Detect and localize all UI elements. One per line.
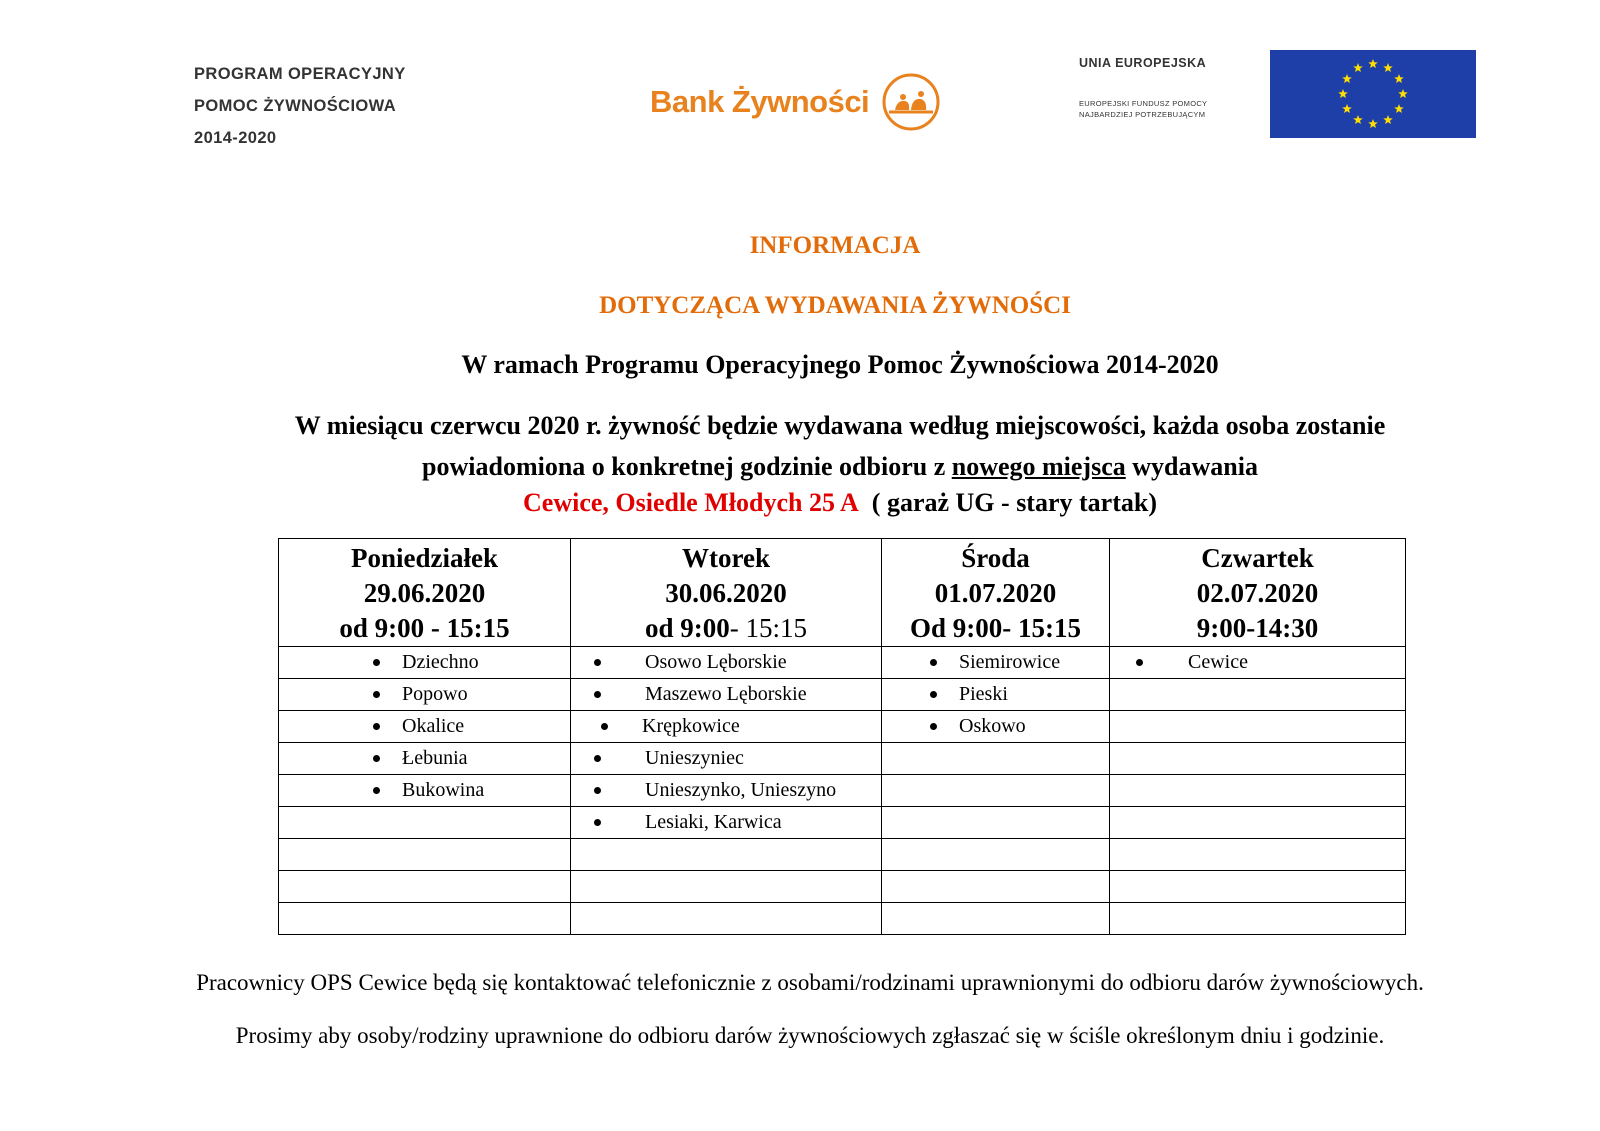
bullet-icon xyxy=(594,787,601,794)
schedule-header-row xyxy=(279,539,1406,647)
table-cell xyxy=(1110,711,1406,743)
table-cell xyxy=(279,647,571,679)
intro-line-2-pre: powiadomiona o konkretnej godzinie odbioru z xyxy=(422,452,952,481)
location-item xyxy=(882,647,1109,678)
bullet-icon xyxy=(373,755,380,762)
day-hours-bold: od 9:00 xyxy=(644,613,730,643)
intro-line-2-post: wydawania xyxy=(1125,452,1258,481)
table-cell xyxy=(571,807,882,839)
address-place: Cewice, Osiedle Młodych 25 A xyxy=(523,488,859,517)
table-row xyxy=(279,807,1406,839)
table-cell xyxy=(882,711,1110,743)
table-row xyxy=(279,711,1406,743)
location-name: Okalice xyxy=(402,715,465,737)
eu-flag-icon xyxy=(1270,50,1476,138)
location-name: Siemirowice xyxy=(959,651,1061,673)
program-logo xyxy=(194,58,406,154)
day-name: Czwartek xyxy=(1201,543,1314,573)
eu-label xyxy=(1079,56,1207,120)
address-note: ( garaż UG - stary tartak) xyxy=(871,488,1157,517)
day-hours-normal: - 15:15 xyxy=(729,613,807,643)
location-name: Cewice xyxy=(1188,651,1248,673)
table-cell xyxy=(279,775,571,807)
location-name: Krępkowice xyxy=(642,715,740,737)
location-item xyxy=(279,647,570,678)
location-name: Pieski xyxy=(959,683,1008,705)
location-item xyxy=(279,775,570,806)
table-cell xyxy=(279,871,571,903)
day-header xyxy=(882,539,1110,647)
table-cell xyxy=(1110,679,1406,711)
location-name: Lesiaki, Karwica xyxy=(645,811,782,833)
eu-title: UNIA EUROPEJSKA xyxy=(1079,56,1207,70)
bullet-icon xyxy=(930,659,937,666)
location-item xyxy=(1110,647,1405,678)
table-cell xyxy=(1110,807,1406,839)
table-cell xyxy=(882,839,1110,871)
location-item xyxy=(571,743,881,774)
table-cell xyxy=(1110,647,1406,679)
table-cell xyxy=(279,679,571,711)
table-row xyxy=(279,839,1406,871)
table-row xyxy=(279,775,1406,807)
location-name: Maszewo Lęborskie xyxy=(645,683,807,705)
bullet-icon xyxy=(1136,659,1143,666)
day-hours xyxy=(279,611,570,646)
table-cell xyxy=(571,647,882,679)
day-header xyxy=(279,539,571,647)
page-title: INFORMACJA xyxy=(749,232,921,259)
bullet-icon xyxy=(594,755,601,762)
bullet-icon xyxy=(373,659,380,666)
location-name: Oskowo xyxy=(959,715,1026,737)
day-date: 30.06.2020 xyxy=(665,578,787,608)
intro-line-2 xyxy=(150,446,1530,487)
intro-text xyxy=(150,405,1530,487)
table-cell xyxy=(571,839,882,871)
table-row xyxy=(279,903,1406,935)
table-cell xyxy=(1110,871,1406,903)
table-cell xyxy=(279,743,571,775)
intro-line-1: W miesiącu czerwcu 2020 r. żywność będzie wydawana według miejscowości, każda osoba zostanie xyxy=(294,411,1386,440)
footer-line-1: Pracownicy OPS Cewice będą się kontaktować telefonicznie z osobami/rodzinami uprawnionymi do odbioru darów żywnościowych. xyxy=(196,970,1424,995)
location-item xyxy=(279,711,570,742)
table-cell xyxy=(882,807,1110,839)
table-cell xyxy=(882,743,1110,775)
location-name: Unieszynko, Unieszyno xyxy=(645,779,837,801)
bullet-icon xyxy=(930,691,937,698)
schedule-table xyxy=(278,538,1406,935)
bullet-icon xyxy=(601,723,608,730)
day-hours-bold: Od 9:00- 15:15 xyxy=(910,613,1081,643)
day-hours-bold: 9:00-14:30 xyxy=(1196,613,1319,643)
program-logo-line: PROGRAM OPERACYJNY xyxy=(194,65,406,83)
bullet-icon xyxy=(594,659,601,666)
bank-logo-icon xyxy=(881,72,941,132)
bullet-icon xyxy=(373,787,380,794)
day-header xyxy=(571,539,882,647)
location-name: Bukowina xyxy=(402,779,485,801)
table-cell xyxy=(571,871,882,903)
table-cell xyxy=(1110,775,1406,807)
location-name: Dziechno xyxy=(402,651,479,673)
table-cell xyxy=(882,679,1110,711)
footer-line-2: Prosimy aby osoby/rodziny uprawnione do odbioru darów żywnościowych zgłaszać się w ściśle określonym dniu i godzinie. xyxy=(235,1023,1385,1048)
table-cell xyxy=(279,807,571,839)
program-logo-line: POMOC ŻYWNOŚCIOWA xyxy=(194,97,397,115)
table-cell xyxy=(571,711,882,743)
day-name: Poniedziałek xyxy=(351,543,498,573)
location-item xyxy=(882,679,1109,710)
schedule-body xyxy=(279,647,1406,935)
table-row xyxy=(279,871,1406,903)
day-hours xyxy=(1110,611,1405,646)
table-cell xyxy=(1110,839,1406,871)
table-cell xyxy=(279,903,571,935)
table-cell xyxy=(882,775,1110,807)
day-header xyxy=(1110,539,1406,647)
intro-underlined: nowego miejsca xyxy=(951,452,1126,481)
table-cell xyxy=(571,903,882,935)
location-item xyxy=(279,743,570,774)
bullet-icon xyxy=(930,723,937,730)
location-name: Osowo Lęborskie xyxy=(645,651,787,673)
bank-zywnosci-logo xyxy=(650,72,941,132)
bullet-icon xyxy=(594,691,601,698)
location-item xyxy=(571,647,881,678)
table-row xyxy=(279,647,1406,679)
location-item xyxy=(882,711,1109,742)
bullet-icon xyxy=(373,691,380,698)
table-cell xyxy=(571,679,882,711)
pickup-address xyxy=(0,488,1600,518)
table-cell xyxy=(1110,903,1406,935)
table-row xyxy=(279,679,1406,711)
day-name: Wtorek xyxy=(682,543,770,573)
location-item xyxy=(571,775,881,806)
table-cell xyxy=(1110,743,1406,775)
day-hours xyxy=(571,611,881,646)
table-cell xyxy=(571,743,882,775)
location-name: Łebunia xyxy=(402,747,468,769)
program-logo-line: 2014-2020 xyxy=(194,129,277,147)
day-date: 02.07.2020 xyxy=(1196,578,1319,608)
table-cell xyxy=(882,903,1110,935)
eu-fund-line: NAJBARDZIEJ POTRZEBUJĄCYM xyxy=(1079,110,1206,119)
location-item xyxy=(571,679,881,710)
table-cell xyxy=(571,775,882,807)
location-item xyxy=(279,679,570,710)
table-cell xyxy=(882,871,1110,903)
location-item xyxy=(571,807,881,838)
bullet-icon xyxy=(373,723,380,730)
day-date: 29.06.2020 xyxy=(363,578,486,608)
day-hours-bold: od 9:00 - 15:15 xyxy=(339,613,510,643)
page-subtitle: DOTYCZĄCA WYDAWANIA ŻYWNOŚCI xyxy=(599,292,1071,319)
day-hours xyxy=(882,611,1109,646)
program-line: W ramach Programu Operacyjnego Pomoc Żywnościowa 2014-2020 xyxy=(461,350,1219,379)
bullet-icon xyxy=(594,819,601,826)
table-cell xyxy=(882,647,1110,679)
location-item xyxy=(571,711,881,742)
location-name: Unieszyniec xyxy=(645,747,744,769)
table-cell xyxy=(279,711,571,743)
eu-fund-line: EUROPEJSKI FUNDUSZ POMOCY xyxy=(1079,99,1208,108)
day-name: Środa xyxy=(961,543,1030,573)
table-cell xyxy=(279,839,571,871)
day-date: 01.07.2020 xyxy=(934,578,1057,608)
location-name: Popowo xyxy=(402,683,468,705)
table-row xyxy=(279,743,1406,775)
bank-logo-text: Bank Żywności xyxy=(650,84,870,119)
